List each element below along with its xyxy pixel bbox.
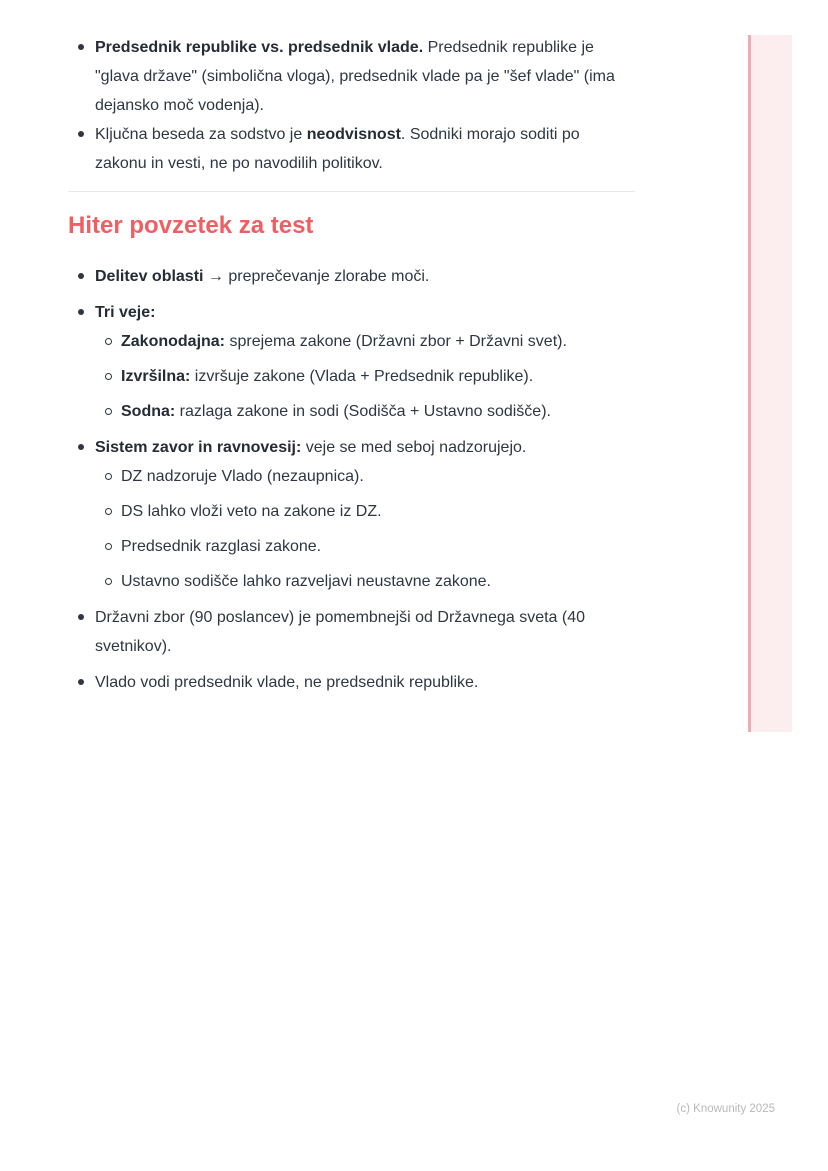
bullet-icon [78,273,84,279]
list-item-bold: Sistem zavor in ravnovesij: [95,439,302,456]
list-item-text [95,39,615,114]
list-item-rest: sprejema zakone (Državni zbor + Državni svet). [225,333,567,350]
list-item-bold: Predsednik republike vs. predsednik vlade. [95,39,424,56]
sub-list [95,462,635,596]
list-item [68,298,635,426]
section-heading: Hiter povzetek za test [68,212,314,239]
sub-list [95,327,635,426]
circle-bullet-icon [105,373,112,380]
margin-highlight-bar [748,35,792,732]
sub-list-item [95,532,635,561]
list-item [68,668,635,697]
circle-bullet-icon [105,473,112,480]
list-item-rest: Predsednik republike je "glava države" (simbolična vloga), predsednik vlade pa je "šef vlade" (ima dejansko moč vodenja). [95,39,615,114]
intro-list [68,33,635,178]
list-item [68,120,635,178]
list-item [68,433,635,596]
list-item-text: DZ nadzoruje Vlado (nezaupnica). [121,468,364,485]
bullet-icon [78,44,84,50]
list-item [68,603,635,661]
bullet-icon [78,614,84,620]
sub-list-item [95,362,635,391]
circle-bullet-icon [105,408,112,415]
list-item-rest: razlaga zakone in sodi (Sodišča + Ustavno sodišče). [175,403,551,420]
bullet-icon [78,309,84,315]
list-item-text [95,439,526,456]
circle-bullet-icon [105,578,112,585]
list-item-text: Državni zbor (90 poslancev) je pomembnejši od Državnega sveta (40 svetnikov). [95,609,586,655]
list-item-text: Predsednik razglasi zakone. [121,538,322,555]
divider [68,191,635,192]
list-item-bold: Delitev oblasti [95,268,204,285]
list-item-rest: veje se med seboj nadzorujejo. [301,439,527,456]
sub-list-item [95,462,635,491]
list-item-text: DS lahko vloži veto na zakone iz DZ. [121,503,382,520]
bullet-icon [78,679,84,685]
list-item-text: Ustavno sodišče lahko razveljavi neustavne zakone. [121,573,491,590]
list-item-pre: Ključna beseda za sodstvo je [95,126,307,143]
list-item-text: Vlado vodi predsednik vlade, ne predsednik republike. [95,674,479,691]
list-item-text [95,126,580,172]
list-item-bold: neodvisnost [306,126,401,143]
list-item-rest: → preprečevanje zlorabe moči. [203,268,430,285]
circle-bullet-icon [105,508,112,515]
list-item-bold: Zakonodajna: [121,333,226,350]
sub-list-item [95,397,635,426]
list-item-rest: . Sodniki morajo soditi po zakonu in vesti, ne po navodilih politikov. [95,126,580,172]
list-item-text [121,368,533,385]
list-item-text [95,268,429,285]
summary-list [68,262,635,697]
list-item-bold: Izvršilna: [121,368,191,385]
sub-list-item [95,567,635,596]
sub-list-item [95,497,635,526]
list-item-bold: Sodna: [121,403,176,420]
circle-bullet-icon [105,543,112,550]
circle-bullet-icon [105,338,112,345]
list-item [68,33,635,120]
page-content [68,0,635,704]
list-item-rest: izvršuje zakone (Vlada + Predsednik republike). [190,368,534,385]
bullet-icon [78,131,84,137]
list-item-text [121,403,551,420]
list-item [68,262,635,291]
list-item-text [121,333,567,350]
list-item-text [95,304,155,321]
footer-copyright: (c) Knowunity 2025 [676,1103,775,1115]
list-item-bold: Tri veje: [95,304,156,321]
sub-list-item [95,327,635,356]
bullet-icon [78,444,84,450]
